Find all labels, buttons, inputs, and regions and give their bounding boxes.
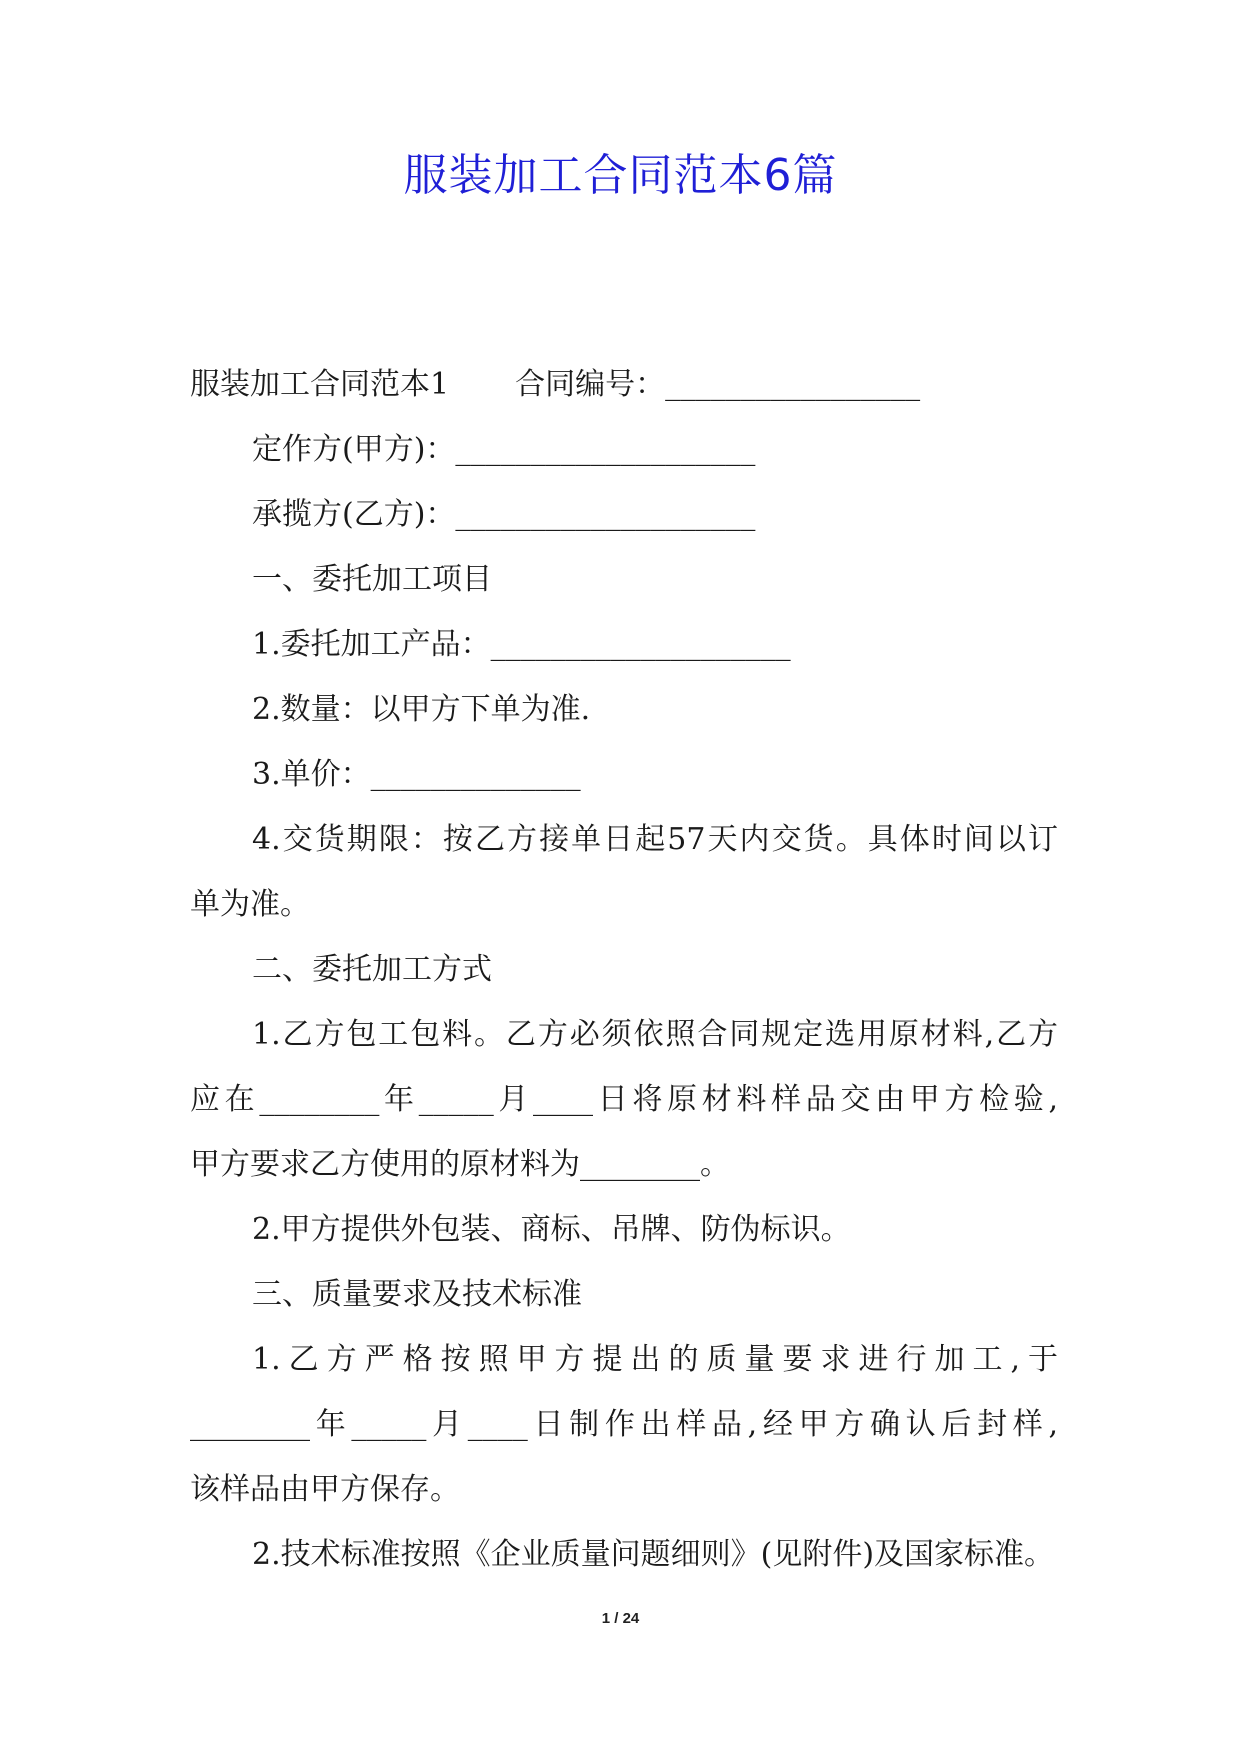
clause-2-2: 2.甲方提供外包装、商标、吊牌、防伪标识。 (252, 1212, 851, 1247)
clause-1-4-line-1: 4.交货期限：按乙方接单日起57天内交货。具体时间以订 (252, 822, 1058, 857)
clause-1-3: 3.单价：______________ (252, 757, 581, 792)
document-title: 服装加工合同范本6篇 (403, 150, 838, 201)
clause-2-1-line-3: 甲方要求乙方使用的原材料为________。 (190, 1147, 730, 1182)
contract-heading-line (190, 352, 1058, 417)
clause-1-2: 2.数量：以甲方下单为准. (252, 692, 591, 727)
clause-2-1-line-2: 应在________年_____月____日将原材料样品交由甲方检验, (190, 1082, 1058, 1117)
party-a-line: 定作方(甲方)：____________________ (252, 432, 756, 467)
clause-3-1-line-3: 该样品由甲方保存。 (190, 1472, 460, 1507)
contract-number: 合同编号：_________________ (515, 367, 921, 402)
section-heading-3: 三、质量要求及技术标准 (252, 1277, 582, 1312)
clause-3-2: 2.技术标准按照《企业质量问题细则》(见附件)及国家标准。 (252, 1537, 1055, 1572)
section-heading-2: 二、委托加工方式 (252, 952, 492, 987)
party-b-line: 承揽方(乙方)：____________________ (252, 497, 756, 532)
clause-2-1-line-1: 1.乙方包工包料。乙方必须依照合同规定选用原材料,乙方 (252, 1017, 1058, 1052)
clause-1-4-line-2: 单为准。 (190, 887, 310, 922)
document-body (190, 352, 1058, 1587)
contract-heading: 服装加工合同范本1 (190, 367, 450, 402)
clause-3-1-line-1: 1.乙方严格按照甲方提出的质量要求进行加工,于 (252, 1342, 1058, 1377)
clause-1-1: 1.委托加工产品：____________________ (252, 627, 791, 662)
page-number: 1 / 24 (601, 1610, 640, 1627)
section-heading-1: 一、委托加工项目 (252, 562, 492, 597)
clause-3-1-line-2: ________年_____月____日制作出样品,经甲方确认后封样, (190, 1407, 1058, 1442)
